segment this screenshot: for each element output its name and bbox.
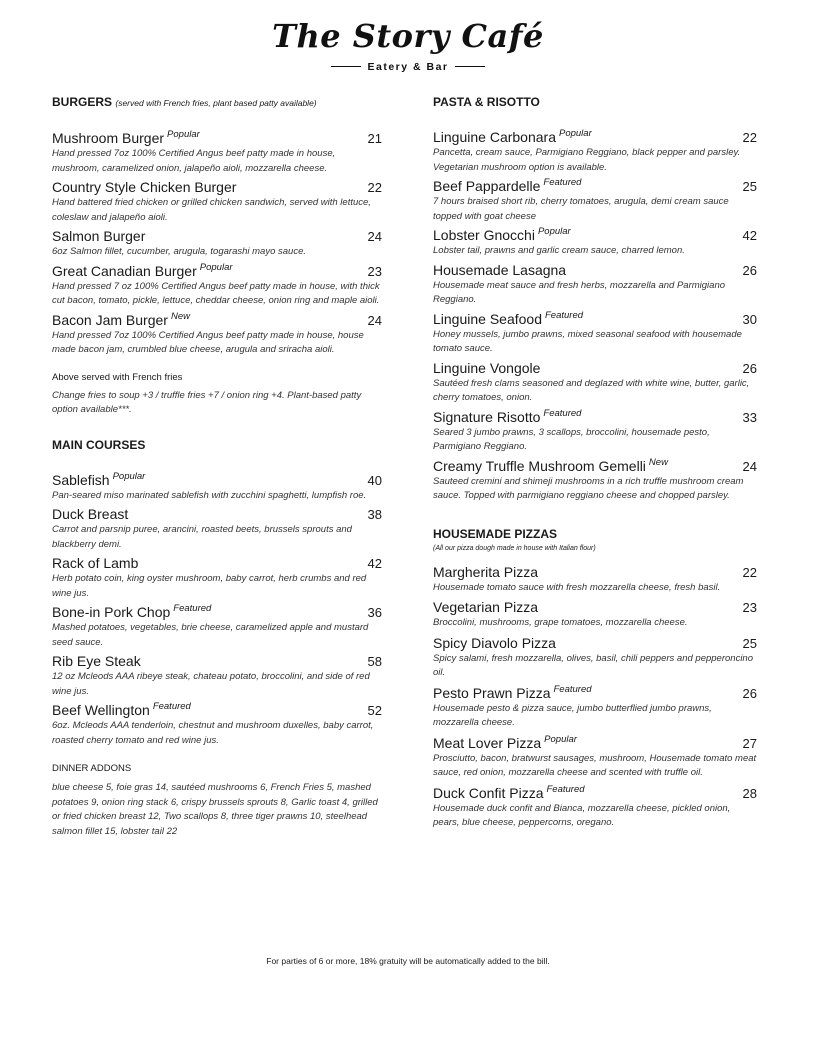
item-name: Mushroom Burger <box>52 130 165 146</box>
left-column <box>52 94 382 839</box>
menu-item <box>52 228 382 260</box>
section-main-courses <box>52 437 382 840</box>
item-name: Great Canadian Burger <box>52 262 197 279</box>
item-description: 6oz Salmon fillet, cucumber, arugula, togarashi mayo sauce. <box>52 246 306 257</box>
served-text: Change fries to soup +3 / truffle fries +7 / onion ring +4. Plant-based patty option available***. <box>52 389 362 415</box>
item-price: 22 <box>742 130 757 145</box>
item-description: Seared 3 jumbo prawns, 3 scallops, broccolini, housemade pesto, Parmigiano Reggiano. <box>433 426 710 452</box>
item-price: 40 <box>367 472 382 488</box>
right-column <box>433 94 757 831</box>
menu-item <box>52 604 382 650</box>
item-description: Herb potato coin, king oyster mushroom, baby carrot, herb crumbs and red wine jus. <box>52 573 367 599</box>
item-price: 38 <box>367 507 382 522</box>
item-tag: Featured <box>553 683 592 695</box>
item-price: 21 <box>367 131 382 146</box>
item-description: 6oz. Mcleods AAA tenderloin, chestnut and mushroom duxelles, baby carrot, roasted cherry tomato and red wine jus. <box>52 720 374 746</box>
menu-item <box>433 311 757 357</box>
item-price: 26 <box>742 685 757 701</box>
item-name: Bacon Jam Burger <box>52 311 168 328</box>
item-name: Beef Wellington <box>52 702 150 718</box>
menu-item <box>433 458 757 504</box>
section-title: MAIN COURSES <box>52 437 146 452</box>
item-price: 25 <box>742 635 757 651</box>
item-tag: Popular <box>112 470 146 482</box>
item-name: Housemade Lasagna <box>433 261 567 278</box>
section-title: PASTA & RISOTTO <box>433 95 540 109</box>
section-title: BURGERS <box>52 95 113 109</box>
item-name: Creamy Truffle Mushroom Gemelli <box>433 457 646 474</box>
item-price: 23 <box>742 600 757 615</box>
item-name: Pesto Prawn Pizza <box>433 684 551 701</box>
menu-item <box>52 179 382 225</box>
item-price: 33 <box>742 409 757 425</box>
item-name: Lobster Gnocchi <box>433 227 535 243</box>
item-tag: Featured <box>546 783 585 795</box>
section-title: HOUSEMADE PIZZAS <box>433 526 558 541</box>
item-name: Bone-in Pork Chop <box>52 604 171 620</box>
item-description: Housemade pesto & pizza sauce, jumbo butterflied jumbo prawns, mozzarella cheese. <box>433 702 712 728</box>
item-description: Lobster tail, prawns and garlic cream sauce, charred lemon. <box>433 245 685 256</box>
item-description: Pan-seared miso marinated sablefish with zucchini spaghetti, lumpfish roe. <box>52 489 367 501</box>
item-price: 30 <box>742 311 757 327</box>
item-description: Prosciutto, bacon, bratwurst sausages, mushroom, Housemade tomato meat sauce, red onion, mozzarella cheese and scented with truffle oil. <box>433 752 757 778</box>
item-name: Margherita Pizza <box>433 563 539 580</box>
addons-title: DINNER ADDONS <box>52 763 132 774</box>
item-description: Spicy salami, fresh mozzarella, olives, basil, chili peppers and pepperoncino oil. <box>433 652 753 678</box>
menu-item <box>52 702 382 748</box>
section-burgers <box>52 94 382 418</box>
item-tag: Popular <box>537 226 571 238</box>
item-price: 36 <box>367 605 382 620</box>
menu-item <box>52 312 382 358</box>
item-price: 52 <box>367 703 382 718</box>
item-price: 26 <box>742 360 757 376</box>
item-price: 27 <box>742 735 757 751</box>
menu-item <box>52 263 382 309</box>
menu-item <box>433 129 757 175</box>
logo-tagline: Eatery & Bar <box>331 61 484 73</box>
item-price: 22 <box>742 564 757 580</box>
item-price: 22 <box>367 180 382 195</box>
menu-item <box>52 555 382 601</box>
item-name: Linguine Vongole <box>433 359 541 376</box>
menu-item <box>433 262 757 308</box>
item-description: Hand pressed 7oz 100% Certified Angus beef patty made in house, house made bacon jam, crumbled blue cheese, arugula and sriracha aioli. <box>52 329 364 355</box>
item-description: 12 oz Mcleods AAA ribeye steak, chateau potato, broccolini, and side of red wine jus. <box>52 671 370 697</box>
item-description: Honey mussels, jumbo prawns, mixed seasonal seafood with housemade tomato sauce. <box>433 328 742 354</box>
item-name: Beef Pappardelle <box>433 178 541 194</box>
item-name: Rack of Lamb <box>52 555 139 571</box>
menu-item <box>433 564 757 596</box>
item-name: Sablefish <box>52 471 110 488</box>
item-tag: New <box>170 310 190 322</box>
item-description: Hand battered fried chicken or grilled chicken sandwich, served with lettuce, coleslaw and jalapeño aioli. <box>52 197 371 223</box>
menu-item <box>433 599 757 631</box>
item-price: 23 <box>367 263 382 279</box>
item-tag: Featured <box>545 309 584 321</box>
item-description: Pancetta, cream sauce, Parmigiano Reggiano, black pepper and parsley. Vegetarian mushroom option is available. <box>433 147 741 173</box>
item-description: Sauteed cremini and shimeji mushrooms in a rich truffle mushroom cream sauce. Topped with parmigiano reggiano cheese and chopped parsley. <box>433 475 744 501</box>
item-description: 7 hours braised short rib, cherry tomatoes, arugula, demi cream sauce topped with goat cheese <box>433 196 729 222</box>
item-name: Linguine Seafood <box>433 310 542 327</box>
item-description: Carrot and parsnip puree, arancini, roasted beets, brussels sprouts and blackberry demi. <box>52 524 352 550</box>
menu-item <box>433 409 757 455</box>
item-name: Duck Breast <box>52 506 129 522</box>
menu-item <box>433 178 757 224</box>
item-name: Rib Eye Steak <box>52 653 141 669</box>
served-title: Above served with French fries <box>52 371 183 383</box>
item-tag: Popular <box>167 129 200 141</box>
item-tag: Featured <box>543 177 582 189</box>
item-description: Housemade tomato sauce with fresh mozzarella cheese, fresh basil. <box>433 581 721 593</box>
item-price: 24 <box>367 312 382 328</box>
item-name: Salmon Burger <box>52 228 146 244</box>
item-description: Housemade meat sauce and fresh herbs, mozzarella and Parmigiano Reggiano. <box>433 279 726 305</box>
item-price: 24 <box>742 458 757 474</box>
section-pizzas <box>433 526 757 831</box>
menu-item <box>433 360 757 406</box>
item-price: 58 <box>367 654 382 669</box>
logo <box>0 18 816 73</box>
logo-name: The Story Café <box>272 17 544 55</box>
item-price: 42 <box>742 228 757 243</box>
item-tag: New <box>648 456 668 468</box>
item-price: 42 <box>367 556 382 571</box>
section-note: (All our pizza dough made in house with Italian flour) <box>433 544 596 552</box>
item-price: 25 <box>742 179 757 194</box>
item-name: Spicy Diavolo Pizza <box>433 634 556 651</box>
item-price: 28 <box>742 785 757 801</box>
item-description: Broccolini, mushrooms, grape tomatoes, mozzarella cheese. <box>433 617 688 628</box>
item-name: Duck Confit Pizza <box>433 784 544 801</box>
menu-item <box>433 227 757 259</box>
item-description: Sautéed fresh clams seasoned and deglazed with white wine, butter, garlic, cherry tomatoes, onion. <box>433 377 750 403</box>
menu-item <box>433 785 757 831</box>
item-name: Country Style Chicken Burger <box>52 179 237 195</box>
menu-item <box>52 653 382 699</box>
item-price: 24 <box>367 229 382 244</box>
item-tag: Featured <box>543 407 582 419</box>
item-tag: Featured <box>173 603 212 615</box>
item-description: Mashed potatoes, vegetables, brie cheese, caramelized apple and mustard seed sauce. <box>52 622 369 648</box>
section-note: (served with French fries, plant based patty available) <box>115 98 317 108</box>
addons-text: blue cheese 5, foie gras 14, sautéed mushrooms 6, French Fries 5, mashed potatoes 9, onion ring stack 6, crispy brussels sprouts 8, Garlic toast 4, grilled or fried chicken breast 12, Two scallops 8, three tiger prawns 10, steelhead salmon fillet 15, lobster tail 22 <box>52 782 378 837</box>
item-name: Linguine Carbonara <box>433 129 556 145</box>
item-price: 26 <box>742 262 757 278</box>
menu-item <box>433 735 757 781</box>
item-description: Hand pressed 7oz 100% Certified Angus beef patty made in house, mushroom, caramelized onion, jalapeño aioli, mozzarella cheese. <box>52 148 336 174</box>
item-description: Hand pressed 7 oz 100% Certified Angus beef patty made in house, with thick cut bacon, tomato, pickle, lettuce, cheddar cheese, onion ring and maple aioli. <box>52 280 380 306</box>
menu-item <box>52 506 382 552</box>
menu-item <box>433 685 757 731</box>
item-tag: Popular <box>544 733 577 745</box>
menu-item <box>52 472 382 504</box>
item-tag: Popular <box>199 261 233 273</box>
gratuity-note: For parties of 6 or more, 18% gratuity will be automatically added to the bill. <box>266 956 550 966</box>
section-pasta-risotto <box>433 94 757 504</box>
item-description: Housemade duck confit and Bianca, mozzarella cheese, pickled onion, pears, blue cheese, peppercorns, oregano. <box>433 802 731 828</box>
item-name: Signature Risotto <box>433 408 541 425</box>
menu-item <box>433 635 757 681</box>
item-name: Meat Lover Pizza <box>433 734 542 751</box>
menu-item <box>52 130 382 176</box>
item-tag: Popular <box>558 128 592 140</box>
item-tag: Featured <box>152 701 191 713</box>
item-name: Vegetarian Pizza <box>433 599 539 615</box>
